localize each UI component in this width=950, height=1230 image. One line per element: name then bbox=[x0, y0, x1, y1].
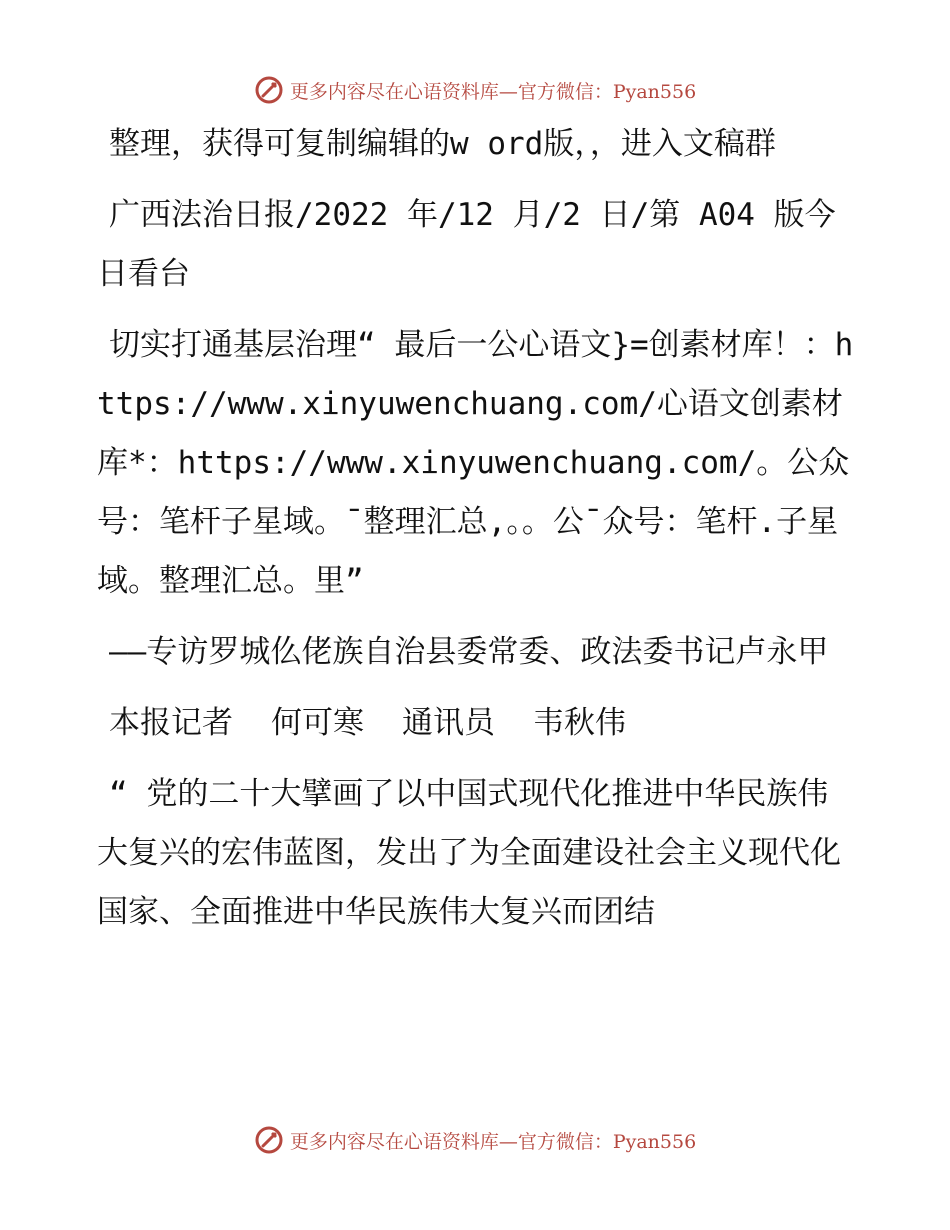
footer-watermark-banner bbox=[0, 1120, 950, 1160]
byline bbox=[97, 694, 857, 753]
document-body bbox=[97, 115, 857, 954]
article-title: 切实打通基层治理“ 最后一公心语文}=创素材库！：https://www.xinyuwenchuang.com/心语文创素材库*：https://www.xinyuwenchuang.com/。公众号：笔杆子星域。¯整理汇总,。。公¯众号：笔杆.子星域。整理汇总。里” bbox=[97, 327, 854, 599]
byline-correspondent-name: 韦秋伟 bbox=[533, 705, 626, 741]
article-subtitle: ——专访罗城仫佬族自治县委常委、政法委书记卢永甲 bbox=[109, 634, 829, 670]
footer-watermark-text: 更多内容尽在心语资料库—官方微信：Pyan556 bbox=[289, 1130, 697, 1153]
pen-circle-logo-icon bbox=[254, 1125, 284, 1155]
pen-circle-logo-icon bbox=[254, 75, 284, 105]
body-paragraph: “ 党的二十大擘画了以中国式现代化推进中华民族伟大复兴的宏伟蓝图，发出了为全面建设社会主义现代化国家、全面推进中华民族伟大复兴而团结 bbox=[97, 776, 841, 930]
byline-reporter-name: 何可寒 bbox=[271, 705, 364, 741]
header-watermark-text: 更多内容尽在心语资料库—官方微信：Pyan556 bbox=[289, 80, 697, 103]
byline-correspondent-label: 通讯员 bbox=[402, 705, 495, 741]
byline-reporter-label: 本报记者 bbox=[109, 705, 233, 741]
intro-paragraph: 整理，获得可复制编辑的w ord版，，进入文稿群 bbox=[109, 126, 776, 162]
source-line: 广西法治日报/2022 年/12 月/2 日/第 A04 版今日看台 bbox=[97, 197, 836, 292]
header-watermark-banner bbox=[0, 70, 950, 110]
